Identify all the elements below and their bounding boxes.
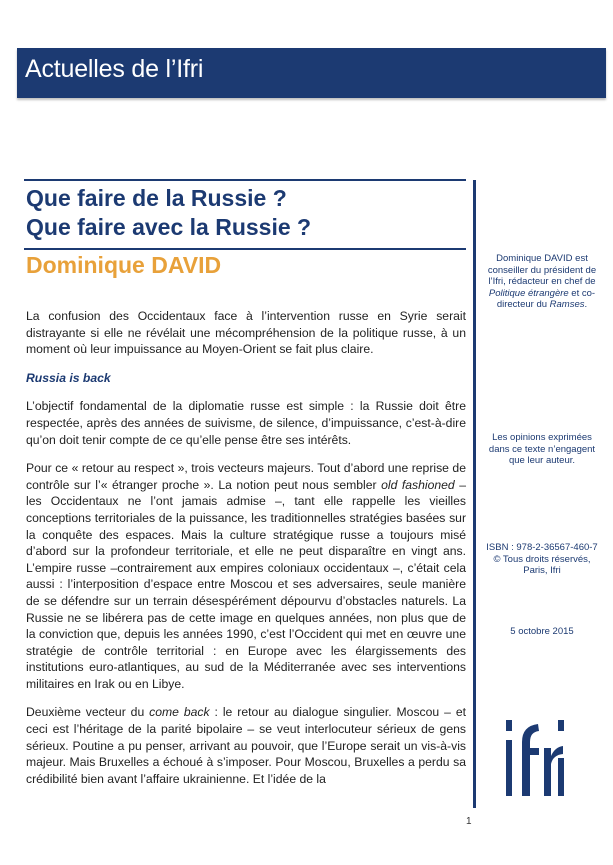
- emphasis-text: old fashioned: [381, 477, 455, 492]
- isbn-rights: [482, 542, 602, 577]
- section-heading: Russia is back: [26, 370, 111, 385]
- ifri-logo: [503, 718, 567, 798]
- article-title-line2: Que faire avec la Russie ?: [26, 214, 312, 240]
- sidebar-divider: [473, 180, 476, 808]
- article-author: Dominique DAVID: [26, 252, 222, 278]
- author-bio: Dominique DAVID est conseiller du président de l’Ifri, rédacteur en chef de Politique étrangère et co-directeur du Ramses.: [487, 253, 597, 311]
- paragraph-second-vector: [26, 704, 466, 787]
- title-bottom-rule: [24, 248, 466, 250]
- article-body: [26, 308, 466, 799]
- article-title-line1: Que faire de la Russie ?: [26, 185, 287, 211]
- emphasis-text: come back: [149, 705, 210, 720]
- disclaimer-note: Les opinions exprimées dans ce texte n’engagent que leur auteur.: [488, 432, 596, 467]
- text-run: : le retour au dialogue singulier. Moscou – et ceci est l’héritage de la parité bipolaire – se veut interlocuteur sérieux de gens sérieux. Poutine a pu penser, arrivant au pouvoir, que l’Europe serait un vis-à-vis majeur. Mais Bruxelles a échoué à s’imposer. Pour Moscou, Bruxelles a perdu sa crédibilité bien avant l’affaire ukrainienne. Et l’idée de la: [26, 705, 466, 786]
- title-top-rule: [24, 179, 466, 181]
- header-banner: [17, 48, 606, 98]
- isbn-text: ISBN : 978-2-36567-460-7: [486, 542, 598, 553]
- paragraph-intro: La confusion des Occidentaux face à l’intervention russe en Syrie serait distrayante si elle ne révélait une mécompréhension de la politique russe, à un moment où leur impuissance au Moyen-Orient se fait plus claire.: [26, 309, 466, 357]
- publication-date: 5 octobre 2015: [510, 626, 574, 637]
- publication-title: Actuelles de l’Ifri: [25, 55, 204, 83]
- text-run: Deuxième vecteur du: [26, 705, 150, 720]
- page-number: 1: [466, 816, 472, 827]
- copyright-text: © Tous droits réservés, Paris, Ifri: [493, 553, 591, 577]
- text-run: – les Occidentaux ne l’ont jamais admise –, tant elle rappelle les vieilles conceptions territoriales de la puissance, les traditionnelles stratégies basées sur la conquête des espaces. Mais la culture stratégique russe a toujours misé d’abord sur la profondeur territoriale, et elle ne peut disparaître en vingt ans. L’empire russe –contrairement aux empires coloniaux occidentaux –, c’était cela aussi : l’interposition d’espace entre Moscou et ses adversaires, seule manière de se défendre sur un terrain désespérément dépourvu d’obstacles naturels. La Russie ne se libérera pas de cette image en quelques années, non plus que de la conviction que, depuis les années 1990, c’est l’Occident qui met en œuvre une stratégie de contrôle territorial : en Europe avec les élargissements des institutions euro-atlantiques, au sud de la Méditerranée avec ses interventions militaires en Irak ou en Libye.: [26, 477, 466, 691]
- paragraph-first-vector: [26, 460, 466, 692]
- article-title: [26, 184, 311, 242]
- text-run: Pour ce « retour au respect », trois vecteurs majeurs. Tout d’abord une reprise de contrôle sur l’« étranger proche ». La notion peut nous sembler: [26, 461, 466, 492]
- paragraph-objective: L’objectif fondamental de la diplomatie russe est simple : la Russie doit être respectée, après des années de suivisme, de silence, d’impuissance, c’est-à-dire qu’on doit tenir compte de ce qu’elle pense être ses intérêts.: [26, 399, 466, 447]
